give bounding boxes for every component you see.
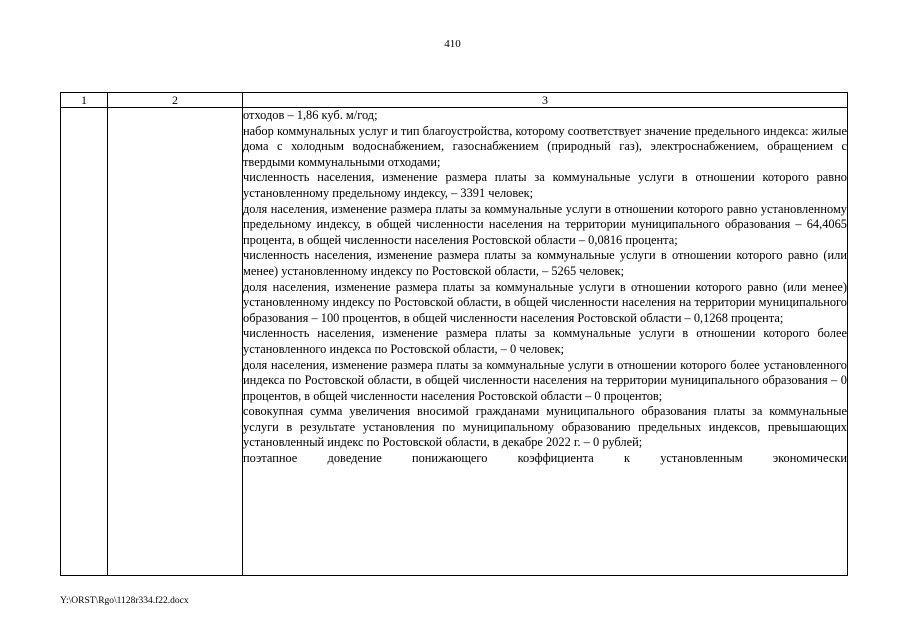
file-path-footer: Y:\ORST\Rgo\1128r334.f22.docx	[60, 596, 189, 606]
paragraph: отходов – 1,86 куб. м/год;	[243, 108, 378, 122]
paragraph: численность населения, изменение размера платы за коммунальные услуги в отношении которого равно установленному предельному индексу, – 3391 человек;	[243, 170, 847, 200]
column-header-3: 3	[243, 93, 848, 108]
column-header-1: 1	[61, 93, 108, 108]
paragraph: численность населения, изменение размера платы за коммунальные услуги в отношении которого более установленного индекса по Ростовской области, – 0 человек;	[243, 326, 847, 356]
paragraph: численность населения, изменение размера платы за коммунальные услуги в отношении которого равно (или менее) установленному индексу по Ростовской области, – 5265 человек;	[243, 248, 847, 278]
paragraph: доля населения, изменение размера платы за коммунальные услуги в отношении которого более установленного индекса по Ростовской области, в общей численности населения на территории муниципального образования – 0 процентов, в общей численности населения Ростовской области – 0 процентов;	[243, 357, 847, 403]
document-table	[60, 92, 848, 576]
empty-cell-2	[108, 108, 243, 576]
paragraph: совокупная сумма увеличения вносимой гражданами муниципального образования платы за коммунальные услуги в результате установления по муниципальному образованию предельных индексов, превышающих установленный индекс по Ростовской области, в декабре 2022 г. – 0 рублей;	[243, 404, 847, 450]
paragraph: набор коммунальных услуг и тип благоустройства, которому соответствует значение предельного индекса: жилые дома с холодным водоснабжением, газоснабжением (природный газ), электроснабжением, обращением с твердыми коммунальными отходами;	[243, 123, 847, 169]
table-header-row	[61, 93, 848, 108]
content-cell	[243, 108, 848, 576]
table-row	[61, 108, 848, 576]
paragraph: доля населения, изменение размера платы за коммунальные услуги в отношении которого равно (или менее) установленному индексу по Ростовской области, в общей численности населения на территории муниципального образования – 100 процентов, в общей численности населения Ростовской области – 0,1268 процента;	[243, 279, 847, 325]
page-number: 410	[444, 38, 461, 50]
paragraph: поэтапное доведение понижающего коэффициента к установленным экономически	[243, 451, 847, 466]
column-header-2: 2	[108, 93, 243, 108]
paragraph: доля населения, изменение размера платы за коммунальные услуги в отношении которого равно установленному предельному индексу, в общей численности населения на территории муниципального образования – 64,4065 процента, в общей численности населения Ростовской области – 0,0816 процента;	[243, 201, 847, 247]
empty-cell-1	[61, 108, 108, 576]
